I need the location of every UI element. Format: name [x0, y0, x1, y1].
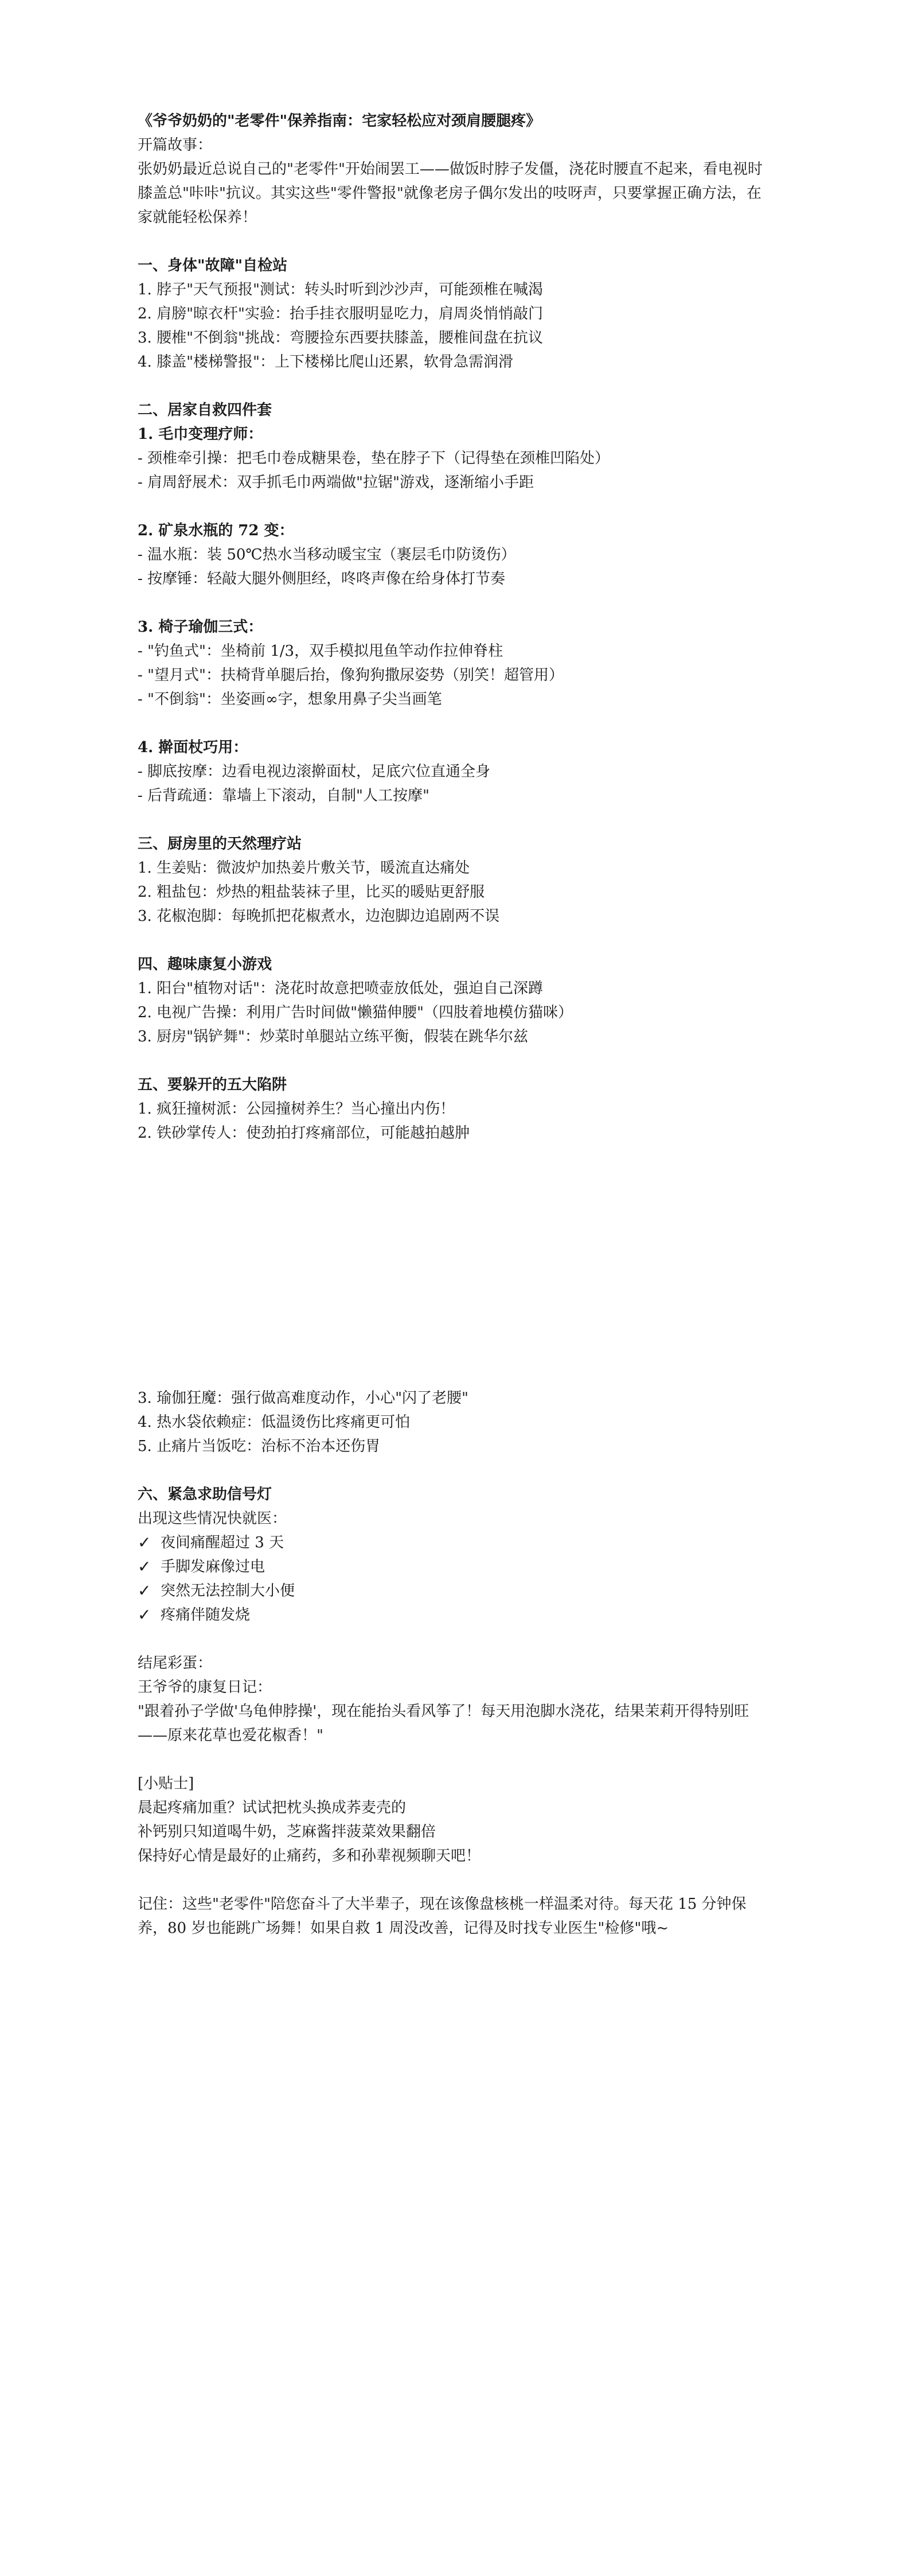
tips-line: 晨起疼痛加重？试试把枕头换成荞麦壳的 [138, 1799, 407, 1816]
section1-title: 一、身体"故障"自检站 [138, 257, 288, 274]
section5-list-part1 [138, 1097, 768, 1145]
checklist-item [138, 1531, 768, 1555]
section2-group1-title: 1. 毛巾变理疗师： [138, 426, 263, 443]
spacer [138, 1748, 768, 1772]
checklist-item [138, 1555, 768, 1579]
checklist-text: 手脚发麻像过电 [161, 1558, 265, 1575]
section3-list [138, 856, 768, 928]
checklist-text: 疼痛伴随发烧 [161, 1606, 251, 1624]
section2-group3-list [138, 639, 768, 711]
list-item: 1. 阳台"植物对话"：浇花时故意把喷壶放低处，强迫自己深蹲 [138, 980, 543, 997]
section6-title: 六、紧急求助信号灯 [138, 1486, 272, 1503]
list-item: - 肩周舒展术：双手抓毛巾两端做"拉锯"游戏，逐渐缩小手距 [138, 474, 534, 491]
list-item: 1. 疯狂撞树派：公园撞树养生？当心撞出内伤！ [138, 1100, 455, 1118]
checklist-item [138, 1579, 768, 1603]
list-item: - 按摩锤：轻敲大腿外侧胆经，咚咚声像在给身体打节奏 [138, 570, 506, 587]
list-item: 5. 止痛片当饭吃：治标不治本还伤胃 [138, 1438, 381, 1455]
spacer [138, 1458, 768, 1482]
section2-group2-title: 2. 矿泉水瓶的 72 变： [138, 522, 294, 539]
list-item: 4. 膝盖"楼梯警报"：上下楼梯比爬山还累，软骨急需润滑 [138, 353, 513, 371]
spacer [138, 495, 768, 519]
closing-text: 记住：这些"老零件"陪您奋斗了大半辈子，现在该像盘核桃一样温柔对待。每天花 15 分钟保养，80 岁也能跳广场舞！如果自救 1 周没改善，记得及时找专业医生"检修"哦~ [138, 1896, 747, 1937]
tips-line: 保持好心情是最好的止痛药，多和孙辈视频聊天吧！ [138, 1847, 481, 1865]
checklist-text: 夜间痛醒超过 3 天 [161, 1534, 284, 1551]
list-item: 2. 粗盐包：炒热的粗盐装袜子里，比买的暖贴更舒服 [138, 884, 485, 901]
list-item: 1. 生姜贴：微波炉加热姜片敷关节，暖流直达痛处 [138, 859, 470, 877]
list-item: 2. 铁砂掌传人：使劲拍打疼痛部位，可能越拍越肿 [138, 1124, 470, 1142]
list-item: - "不倒翁"：坐姿画∞字，想象用鼻子尖当画笔 [138, 691, 442, 708]
list-item: 4. 热水袋依赖症：低温烫伤比疼痛更可怕 [138, 1414, 411, 1431]
section2-group2-list [138, 543, 768, 591]
checklist-item [138, 1603, 768, 1627]
section2-group4-list [138, 760, 768, 808]
diary-title: 王爷爷的康复日记： [138, 1679, 272, 1696]
spacer [138, 808, 768, 832]
list-item: 2. 肩膀"晾衣杆"实验：抬手挂衣服明显吃力，肩周炎悄悄敲门 [138, 305, 543, 322]
list-item: - 温水瓶：装 50℃热水当移动暖宝宝（裹层毛巾防烫伤） [138, 546, 516, 563]
list-item: 3. 厨房"锅铲舞"：炒菜时单腿站立练平衡，假装在跳华尔兹 [138, 1028, 528, 1045]
checklist-text: 突然无法控制大小便 [161, 1582, 295, 1600]
list-item: - 脚底按摩：边看电视边滚擀面杖，足底穴位直通全身 [138, 763, 491, 780]
spacer [138, 1049, 768, 1073]
checkmark-icon: ✓ [138, 1533, 151, 1552]
spacer [138, 591, 768, 615]
checkmark-icon: ✓ [138, 1557, 151, 1576]
section2-title: 二、居家自救四件套 [138, 402, 272, 419]
list-item: 3. 腰椎"不倒翁"挑战：弯腰捡东西要扶膝盖，腰椎间盘在抗议 [138, 329, 543, 347]
section6-lead: 出现这些情况快就医： [138, 1510, 287, 1527]
section2-group4-title: 4. 擀面杖巧用： [138, 739, 248, 756]
section2-group3-title: 3. 椅子瑜伽三式： [138, 618, 263, 636]
diary-text: "跟着孙子学做'乌龟伸脖操'，现在能抬头看风筝了！每天用泡脚水浇花，结果茉莉开得特别旺——原来花草也爱花椒香！" [138, 1703, 749, 1744]
spacer [138, 711, 768, 736]
document-title: 《爷爷奶奶的"老零件"保养指南：宅家轻松应对颈肩腰腿疼》 [138, 112, 541, 130]
list-item: - "望月式"：扶椅背单腿后抬，像狗狗撒尿姿势（别笑！超管用） [138, 667, 564, 684]
list-item: 1. 脖子"天气预报"测试：转头时听到沙沙声，可能颈椎在喊渴 [138, 281, 543, 298]
document-body [138, 109, 768, 1940]
spacer [138, 1627, 768, 1651]
section6-checklist [138, 1531, 768, 1627]
checkmark-icon: ✓ [138, 1605, 151, 1624]
spacer [138, 229, 768, 254]
tips-heading: [小贴士] [138, 1775, 194, 1792]
spacer [138, 374, 768, 398]
intro-heading: 开篇故事： [138, 137, 213, 154]
spacer [138, 928, 768, 952]
section1-list [138, 278, 768, 374]
spacer [138, 1868, 768, 1892]
list-item: - 后背疏通：靠墙上下滚动，自制"人工按摩" [138, 787, 429, 804]
list-item: 3. 瑜伽狂魔：强行做高难度动作，小心"闪了老腰" [138, 1390, 468, 1407]
section4-list [138, 976, 768, 1049]
list-item: 3. 花椒泡脚：每晚抓把花椒煮水，边泡脚边追剧两不误 [138, 908, 500, 925]
section3-title: 三、厨房里的天然理疗站 [138, 835, 302, 853]
list-item: - 颈椎牵引操：把毛巾卷成糖果卷，垫在脖子下（记得垫在颈椎凹陷处） [138, 450, 610, 467]
section5-list-part2 [138, 1386, 768, 1458]
intro-text: 张奶奶最近总说自己的"老零件"开始闹罢工——做饭时脖子发僵，浇花时腰直不起来，看电视时膝盖总"咔咔"抗议。其实这些"零件警报"就像老房子偶尔发出的吱呀声，只要掌握正确方法，在家就能轻松保养！ [138, 161, 763, 226]
section2-group1-list [138, 446, 768, 495]
ending-heading: 结尾彩蛋： [138, 1655, 213, 1672]
section4-title: 四、趣味康复小游戏 [138, 956, 272, 973]
list-item: 2. 电视广告操：利用广告时间做"懒猫伸腰"（四肢着地模仿猫咪） [138, 1004, 573, 1021]
list-item: - "钓鱼式"：坐椅前 1/3，双手模拟甩鱼竿动作拉伸脊柱 [138, 643, 503, 660]
page-break-gap [138, 1145, 768, 1386]
section5-title: 五、要躲开的五大陷阱 [138, 1076, 287, 1094]
checkmark-icon: ✓ [138, 1581, 151, 1600]
tips-line: 补钙别只知道喝牛奶，芝麻酱拌菠菜效果翻倍 [138, 1823, 436, 1840]
